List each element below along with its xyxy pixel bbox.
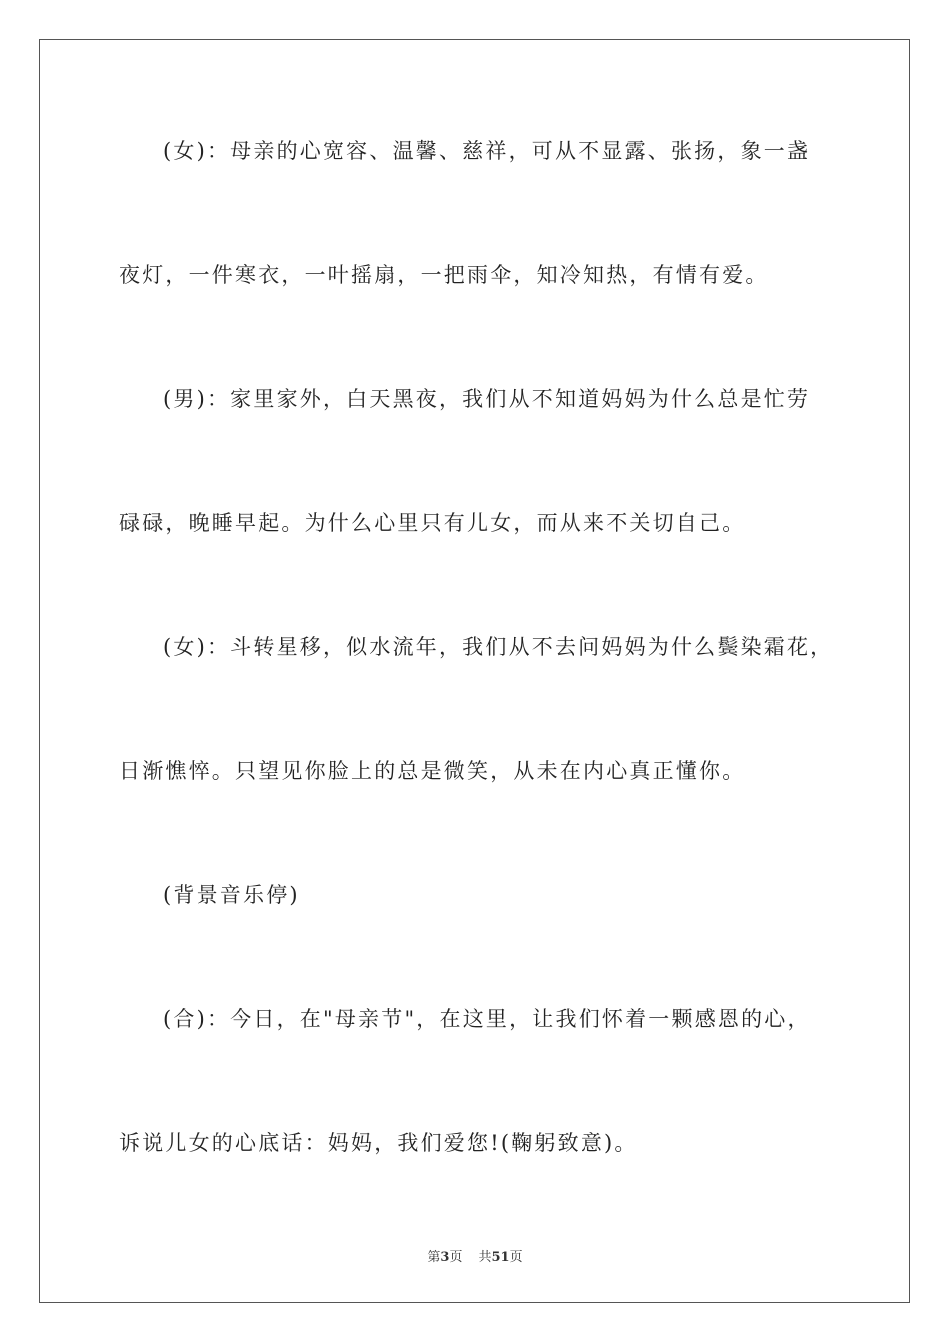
paragraph-line: 碌碌，晚睡早起。为什么心里只有儿女，而从来不关切自己。	[119, 511, 746, 535]
page-border	[39, 39, 910, 1303]
page-number: 3	[440, 1250, 450, 1265]
total-suffix: 页	[509, 1250, 523, 1265]
total-prefix: 共	[478, 1250, 492, 1265]
paragraph-line: (男)：家里家外，白天黑夜，我们从不知道妈妈为什么总是忙劳	[163, 387, 811, 411]
total-pages: 51	[491, 1250, 510, 1265]
page-prefix: 第	[427, 1250, 441, 1265]
paragraph-line: (女)：斗转星移，似水流年，我们从不去问妈妈为什么鬓染霜花，	[163, 635, 834, 659]
paragraph-line: (女)：母亲的心宽容、温馨、慈祥，可从不显露、张扬，象一盏	[163, 139, 811, 163]
page-suffix: 页	[449, 1250, 463, 1265]
paragraph-line: 诉说儿女的心底话：妈妈，我们爱您!(鞠躬致意)。	[119, 1131, 638, 1155]
paragraph-line: 夜灯，一件寒衣，一叶摇扇，一把雨伞，知冷知热，有情有爱。	[119, 263, 769, 287]
page-footer	[0, 1246, 950, 1265]
paragraph-line: 日渐憔悴。只望见你脸上的总是微笑，从未在内心真正懂你。	[119, 759, 746, 783]
paragraph-line: (合)：今日，在"母亲节"，在这里，让我们怀着一颗感恩的心，	[163, 1007, 811, 1031]
stage-direction: (背景音乐停)	[163, 883, 300, 907]
